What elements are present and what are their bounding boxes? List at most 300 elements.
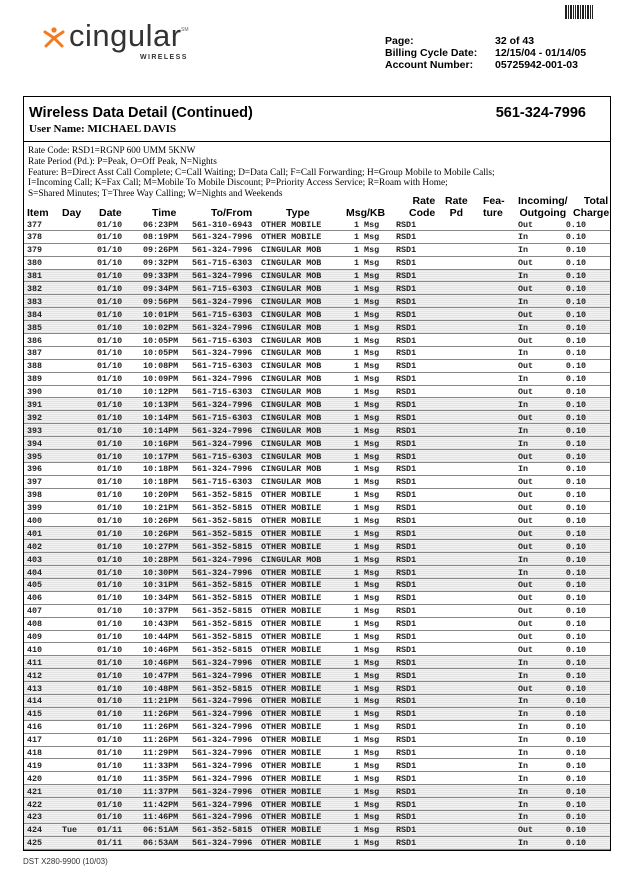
cell-item: 414 xyxy=(27,696,43,707)
cell-msg-kb: 1 Msg xyxy=(354,644,380,655)
cell-incoming-outgoing: In xyxy=(518,348,529,359)
cell-to-from: 561-324-7996 xyxy=(192,554,253,565)
cell-time: 10:48PM xyxy=(143,683,179,694)
cell-rate-code: RSD1 xyxy=(396,335,417,346)
cell-time: 11:26PM xyxy=(143,722,179,733)
cell-date: 01/10 xyxy=(97,503,123,514)
cell-date: 01/10 xyxy=(97,490,123,501)
cell-date: 01/10 xyxy=(97,464,123,475)
table-row xyxy=(24,257,610,270)
cell-to-from: 561-715-6303 xyxy=(192,477,253,488)
cell-to-from: 561-324-7996 xyxy=(192,838,253,849)
cell-to-from: 561-715-6303 xyxy=(192,258,253,269)
cell-to-from: 561-352-5815 xyxy=(192,528,253,539)
cell-total-charge: 0.10 xyxy=(565,696,586,707)
table-row xyxy=(24,398,610,411)
cell-total-charge: 0.10 xyxy=(565,541,586,552)
cell-time: 10:43PM xyxy=(143,619,179,630)
cell-type: OTHER MOBILE xyxy=(261,606,322,617)
cell-rate-code: RSD1 xyxy=(396,657,417,668)
cell-date: 01/10 xyxy=(97,348,123,359)
cell-item: 413 xyxy=(27,683,43,694)
cell-to-from: 561-352-5815 xyxy=(192,580,253,591)
cell-total-charge: 0.10 xyxy=(565,670,586,681)
cell-date: 01/10 xyxy=(97,309,123,320)
cell-msg-kb: 1 Msg xyxy=(354,399,380,410)
col-tofrom: To/From xyxy=(211,207,253,219)
code-legend xyxy=(28,146,495,200)
col-date: Date xyxy=(99,207,122,219)
cell-item: 420 xyxy=(27,773,43,784)
cell-time: 10:18PM xyxy=(143,477,179,488)
cell-time: 10:01PM xyxy=(143,309,179,320)
cell-rate-code: RSD1 xyxy=(396,296,417,307)
cell-to-from: 561-324-7996 xyxy=(192,438,253,449)
cell-date: 01/10 xyxy=(97,593,123,604)
cell-time: 11:29PM xyxy=(143,748,179,759)
table-row xyxy=(24,334,610,347)
table-row xyxy=(24,669,610,682)
cell-incoming-outgoing: Out xyxy=(518,451,534,462)
table-row xyxy=(24,798,610,811)
cell-rate-code: RSD1 xyxy=(396,399,417,410)
cell-type: CINGULAR MOB xyxy=(261,412,322,423)
cell-incoming-outgoing: Out xyxy=(518,541,534,552)
cell-to-from: 561-324-7996 xyxy=(192,735,253,746)
cell-time: 09:34PM xyxy=(143,283,179,294)
cell-date: 01/10 xyxy=(97,245,123,256)
table-row xyxy=(24,476,610,489)
cell-date: 01/10 xyxy=(97,748,123,759)
table-row xyxy=(24,450,610,463)
brand-name: cingular xyxy=(69,18,182,53)
cell-item: 408 xyxy=(27,619,43,630)
cell-rate-code: RSD1 xyxy=(396,374,417,385)
cell-total-charge: 0.10 xyxy=(565,271,586,282)
cell-to-from: 561-715-6303 xyxy=(192,283,253,294)
table-row xyxy=(24,811,610,824)
cell-rate-code: RSD1 xyxy=(396,541,417,552)
cell-total-charge: 0.10 xyxy=(565,490,586,501)
cell-msg-kb: 1 Msg xyxy=(354,786,380,797)
cell-time: 10:26PM xyxy=(143,528,179,539)
cell-incoming-outgoing: Out xyxy=(518,632,534,642)
legend-line: Rate Code: RSD1=RGNP 600 UMM 5KNW xyxy=(28,146,196,156)
cell-time: 10:05PM xyxy=(143,348,179,359)
cell-rate-code: RSD1 xyxy=(396,464,417,475)
cell-incoming-outgoing: In xyxy=(518,670,529,681)
cell-time: 06:23PM xyxy=(143,219,179,230)
cell-item: 389 xyxy=(27,374,43,385)
cell-incoming-outgoing: Out xyxy=(518,387,534,398)
cell-total-charge: 0.10 xyxy=(565,374,586,385)
cell-type: OTHER MOBILE xyxy=(261,580,322,591)
legend-line: Feature: B=Direct Asst Call Complete; C=Call Waiting; D=Data Call; F=Call Forwarding; H=Group Mobile to Mobile Calls; xyxy=(28,167,495,178)
cell-time: 10:14PM xyxy=(143,425,179,436)
cell-item: 384 xyxy=(27,309,43,320)
cell-date: 01/10 xyxy=(97,335,123,346)
cell-rate-code: RSD1 xyxy=(396,219,417,230)
cell-item: 387 xyxy=(27,348,43,359)
cell-incoming-outgoing: Out xyxy=(518,503,534,514)
cell-type: OTHER MOBILE xyxy=(261,619,322,630)
cell-msg-kb: 1 Msg xyxy=(354,245,380,256)
cell-rate-code: RSD1 xyxy=(396,619,417,630)
cell-type: OTHER MOBILE xyxy=(261,825,322,836)
meta-label: Account Number: xyxy=(385,59,474,71)
cell-time: 11:33PM xyxy=(143,760,179,771)
cell-item: 406 xyxy=(27,593,43,604)
cell-time: 09:33PM xyxy=(143,271,179,282)
cell-msg-kb: 1 Msg xyxy=(354,632,380,642)
cell-date: 01/10 xyxy=(97,709,123,720)
cell-time: 11:46PM xyxy=(143,812,179,823)
cell-rate-code: RSD1 xyxy=(396,593,417,604)
cell-type: CINGULAR MOB xyxy=(261,464,322,475)
cell-type: OTHER MOBILE xyxy=(261,683,322,694)
cell-to-from: 561-324-7996 xyxy=(192,696,253,707)
cell-incoming-outgoing: In xyxy=(518,464,529,475)
cell-item: 396 xyxy=(27,464,43,475)
cell-to-from: 561-352-5815 xyxy=(192,541,253,552)
cell-item: 415 xyxy=(27,709,43,720)
cell-incoming-outgoing: In xyxy=(518,271,529,282)
cell-type: OTHER MOBILE xyxy=(261,735,322,746)
col-item: Item xyxy=(27,207,49,219)
cell-time: 10:44PM xyxy=(143,632,179,642)
cell-to-from: 561-324-7996 xyxy=(192,245,253,256)
cell-item: 416 xyxy=(27,722,43,733)
cell-time: 09:56PM xyxy=(143,296,179,307)
cell-msg-kb: 1 Msg xyxy=(354,387,380,398)
cell-total-charge: 0.10 xyxy=(565,296,586,307)
cell-incoming-outgoing: Out xyxy=(518,258,534,269)
cell-item: 383 xyxy=(27,296,43,307)
cell-time: 10:05PM xyxy=(143,335,179,346)
cell-type: CINGULAR MOB xyxy=(261,361,322,372)
cell-to-from: 561-324-7996 xyxy=(192,567,253,578)
cell-incoming-outgoing: In xyxy=(518,296,529,307)
col-time: Time xyxy=(152,207,177,219)
cell-item: 388 xyxy=(27,361,43,372)
cell-rate-code: RSD1 xyxy=(396,425,417,436)
cell-msg-kb: 1 Msg xyxy=(354,619,380,630)
cell-type: CINGULAR MOB xyxy=(261,296,322,307)
cell-time: 10:34PM xyxy=(143,593,179,604)
table-row xyxy=(24,540,610,553)
table-header xyxy=(24,195,610,219)
cell-to-from: 561-324-7996 xyxy=(192,296,253,307)
cell-date: 01/10 xyxy=(97,361,123,372)
cell-rate-code: RSD1 xyxy=(396,515,417,526)
cell-type: OTHER MOBILE xyxy=(261,644,322,655)
cell-item: 386 xyxy=(27,335,43,346)
cell-date: 01/10 xyxy=(97,412,123,423)
cell-rate-code: RSD1 xyxy=(396,438,417,449)
cell-type: CINGULAR MOB xyxy=(261,322,322,333)
cell-type: OTHER MOBILE xyxy=(261,567,322,578)
table-row xyxy=(24,618,610,631)
cell-msg-kb: 1 Msg xyxy=(354,490,380,501)
cell-item: 402 xyxy=(27,541,43,552)
cell-total-charge: 0.10 xyxy=(565,348,586,359)
cell-msg-kb: 1 Msg xyxy=(354,271,380,282)
cell-time: 10:26PM xyxy=(143,515,179,526)
cell-incoming-outgoing: In xyxy=(518,799,529,810)
cell-msg-kb: 1 Msg xyxy=(354,438,380,449)
cell-rate-code: RSD1 xyxy=(396,490,417,501)
cell-type: OTHER MOBILE xyxy=(261,838,322,849)
cell-msg-kb: 1 Msg xyxy=(354,412,380,423)
cell-time: 09:26PM xyxy=(143,245,179,256)
cell-date: 01/10 xyxy=(97,399,123,410)
cell-rate-code: RSD1 xyxy=(396,554,417,565)
cell-type: CINGULAR MOB xyxy=(261,425,322,436)
cell-to-from: 561-324-7996 xyxy=(192,464,253,475)
cell-incoming-outgoing: In xyxy=(518,760,529,771)
table-row xyxy=(24,772,610,785)
cell-date: 01/10 xyxy=(97,735,123,746)
cell-time: 11:26PM xyxy=(143,735,179,746)
cell-incoming-outgoing: Out xyxy=(518,283,534,294)
cell-rate-code: RSD1 xyxy=(396,283,417,294)
cell-total-charge: 0.10 xyxy=(565,644,586,655)
cell-msg-kb: 1 Msg xyxy=(354,322,380,333)
cell-item: 410 xyxy=(27,644,43,655)
table-row xyxy=(24,411,610,424)
cell-msg-kb: 1 Msg xyxy=(354,657,380,668)
cell-rate-code: RSD1 xyxy=(396,477,417,488)
table-row xyxy=(24,373,610,386)
cell-time: 10:20PM xyxy=(143,490,179,501)
cell-total-charge: 0.10 xyxy=(565,309,586,320)
cell-rate-code: RSD1 xyxy=(396,232,417,243)
meta-label: Billing Cycle Date: xyxy=(385,47,478,59)
cell-time: 11:37PM xyxy=(143,786,179,797)
cell-incoming-outgoing: In xyxy=(518,812,529,823)
cell-total-charge: 0.10 xyxy=(565,399,586,410)
cell-msg-kb: 1 Msg xyxy=(354,361,380,372)
cell-date: 01/10 xyxy=(97,773,123,784)
cell-incoming-outgoing: Out xyxy=(518,219,534,230)
cell-day: Tue xyxy=(62,825,78,836)
cell-total-charge: 0.10 xyxy=(565,812,586,823)
cell-msg-kb: 1 Msg xyxy=(354,219,380,230)
table-row xyxy=(24,295,610,308)
cell-type: CINGULAR MOB xyxy=(261,271,322,282)
cell-total-charge: 0.10 xyxy=(565,709,586,720)
cell-item: 377 xyxy=(27,219,43,230)
cell-incoming-outgoing: In xyxy=(518,425,529,436)
cell-time: 10:18PM xyxy=(143,464,179,475)
cell-msg-kb: 1 Msg xyxy=(354,683,380,694)
table-row xyxy=(24,759,610,772)
cell-msg-kb: 1 Msg xyxy=(354,735,380,746)
cell-msg-kb: 1 Msg xyxy=(354,283,380,294)
cell-msg-kb: 1 Msg xyxy=(354,606,380,617)
cell-type: CINGULAR MOB xyxy=(261,258,322,269)
cell-total-charge: 0.10 xyxy=(565,593,586,604)
cell-item: 378 xyxy=(27,232,43,243)
cell-msg-kb: 1 Msg xyxy=(354,838,380,849)
table-row xyxy=(24,682,610,695)
cell-msg-kb: 1 Msg xyxy=(354,709,380,720)
cell-msg-kb: 1 Msg xyxy=(354,799,380,810)
cell-rate-code: RSD1 xyxy=(396,606,417,617)
cell-date: 01/10 xyxy=(97,425,123,436)
cell-incoming-outgoing: Out xyxy=(518,619,534,630)
cell-rate-code: RSD1 xyxy=(396,709,417,720)
cell-rate-code: RSD1 xyxy=(396,580,417,591)
cell-msg-kb: 1 Msg xyxy=(354,451,380,462)
cell-type: OTHER MOBILE xyxy=(261,709,322,720)
cell-item: 424 xyxy=(27,825,43,836)
cell-to-from: 561-324-7996 xyxy=(192,709,253,720)
cell-incoming-outgoing: In xyxy=(518,786,529,797)
cell-msg-kb: 1 Msg xyxy=(354,593,380,604)
cell-item: 421 xyxy=(27,786,43,797)
cell-incoming-outgoing: Out xyxy=(518,528,534,539)
cell-total-charge: 0.10 xyxy=(565,760,586,771)
cell-time: 11:35PM xyxy=(143,773,179,784)
cell-type: CINGULAR MOB xyxy=(261,387,322,398)
cell-total-charge: 0.10 xyxy=(565,515,586,526)
cell-time: 10:47PM xyxy=(143,670,179,681)
cell-incoming-outgoing: In xyxy=(518,232,529,243)
cell-to-from: 561-715-6303 xyxy=(192,309,253,320)
section-header xyxy=(24,97,610,142)
table-row xyxy=(24,244,610,257)
table-row xyxy=(24,386,610,399)
cell-date: 01/10 xyxy=(97,219,123,230)
cell-incoming-outgoing: In xyxy=(518,438,529,449)
cell-to-from: 561-324-7996 xyxy=(192,799,253,810)
cell-item: 394 xyxy=(27,438,43,449)
cell-item: 379 xyxy=(27,245,43,256)
table-row xyxy=(24,514,610,527)
cell-to-from: 561-352-5815 xyxy=(192,644,253,655)
cell-incoming-outgoing: Out xyxy=(518,490,534,501)
cell-time: 08:19PM xyxy=(143,232,179,243)
cell-rate-code: RSD1 xyxy=(396,838,417,849)
cell-time: 10:37PM xyxy=(143,606,179,617)
cell-type: CINGULAR MOB xyxy=(261,451,322,462)
cell-type: OTHER MOBILE xyxy=(261,232,322,243)
cell-incoming-outgoing: Out xyxy=(518,825,534,836)
cell-item: 385 xyxy=(27,322,43,333)
cell-item: 392 xyxy=(27,412,43,423)
cell-date: 01/10 xyxy=(97,619,123,630)
cell-time: 11:21PM xyxy=(143,696,179,707)
cell-item: 411 xyxy=(27,657,43,668)
table-row xyxy=(24,502,610,515)
cell-item: 417 xyxy=(27,735,43,746)
cell-date: 01/10 xyxy=(97,670,123,681)
cell-item: 409 xyxy=(27,632,43,642)
cell-date: 01/10 xyxy=(97,554,123,565)
table-row xyxy=(24,631,610,644)
cell-to-from: 561-352-5815 xyxy=(192,632,253,642)
cell-type: CINGULAR MOB xyxy=(261,245,322,256)
cell-type: OTHER MOBILE xyxy=(261,219,322,230)
cell-to-from: 561-324-7996 xyxy=(192,322,253,333)
cell-to-from: 561-310-6943 xyxy=(192,219,253,230)
cell-item: 422 xyxy=(27,799,43,810)
cell-type: CINGULAR MOB xyxy=(261,374,322,385)
cell-time: 10:08PM xyxy=(143,361,179,372)
cell-total-charge: 0.10 xyxy=(565,322,586,333)
cell-time: 11:42PM xyxy=(143,799,179,810)
cell-total-charge: 0.10 xyxy=(565,735,586,746)
col-io-l2: Outgoing xyxy=(519,207,567,219)
cell-incoming-outgoing: Out xyxy=(518,477,534,488)
col-rate-pd xyxy=(445,195,468,219)
cell-type: OTHER MOBILE xyxy=(261,773,322,784)
cell-to-from: 561-324-7996 xyxy=(192,748,253,759)
cell-msg-kb: 1 Msg xyxy=(354,374,380,385)
cell-incoming-outgoing: In xyxy=(518,696,529,707)
cell-type: CINGULAR MOB xyxy=(261,554,322,565)
data-detail-section xyxy=(23,96,611,851)
cell-total-charge: 0.10 xyxy=(565,606,586,617)
cell-type: OTHER MOBILE xyxy=(261,670,322,681)
cell-rate-code: RSD1 xyxy=(396,773,417,784)
cell-item: 399 xyxy=(27,503,43,514)
cell-msg-kb: 1 Msg xyxy=(354,554,380,565)
col-io-l1: Incoming/ xyxy=(518,195,568,207)
cell-item: 382 xyxy=(27,283,43,294)
cell-type: CINGULAR MOB xyxy=(261,335,322,346)
cell-total-charge: 0.10 xyxy=(565,232,586,243)
cell-type: OTHER MOBILE xyxy=(261,528,322,539)
table-row xyxy=(24,708,610,721)
cell-incoming-outgoing: In xyxy=(518,722,529,733)
table-row xyxy=(24,347,610,360)
account-meta xyxy=(385,35,586,71)
meta-value: 12/15/04 - 01/14/05 xyxy=(495,47,587,59)
cell-time: 06:53AM xyxy=(143,838,179,849)
brand-subtitle: WIRELESS xyxy=(140,54,188,61)
cell-total-charge: 0.10 xyxy=(565,786,586,797)
cell-date: 01/10 xyxy=(97,644,123,655)
cell-msg-kb: 1 Msg xyxy=(354,812,380,823)
cell-total-charge: 0.10 xyxy=(565,799,586,810)
cell-to-from: 561-324-7996 xyxy=(192,773,253,784)
cell-date: 01/10 xyxy=(97,515,123,526)
cell-incoming-outgoing: In xyxy=(518,374,529,385)
cell-time: 10:14PM xyxy=(143,412,179,423)
cell-msg-kb: 1 Msg xyxy=(354,464,380,475)
cell-type: OTHER MOBILE xyxy=(261,541,322,552)
cingular-jack-icon xyxy=(43,26,65,48)
legend-line: I=Incoming Call; K=Fax Call; M=Mobile To Mobile Discount; P=Priority Access Service; R=Roam with Home; xyxy=(28,178,448,189)
cell-type: OTHER MOBILE xyxy=(261,593,322,604)
table-row xyxy=(24,218,610,231)
cell-incoming-outgoing: Out xyxy=(518,335,534,346)
table-row xyxy=(24,656,610,669)
meta-label: Page: xyxy=(385,35,414,47)
cell-date: 01/10 xyxy=(97,271,123,282)
cell-rate-code: RSD1 xyxy=(396,361,417,372)
cell-to-from: 561-324-7996 xyxy=(192,670,253,681)
cell-date: 01/10 xyxy=(97,760,123,771)
cell-total-charge: 0.10 xyxy=(565,219,586,230)
cell-type: CINGULAR MOB xyxy=(261,438,322,449)
cell-date: 01/10 xyxy=(97,283,123,294)
cell-rate-code: RSD1 xyxy=(396,309,417,320)
cell-incoming-outgoing: In xyxy=(518,735,529,746)
cell-rate-code: RSD1 xyxy=(396,348,417,359)
